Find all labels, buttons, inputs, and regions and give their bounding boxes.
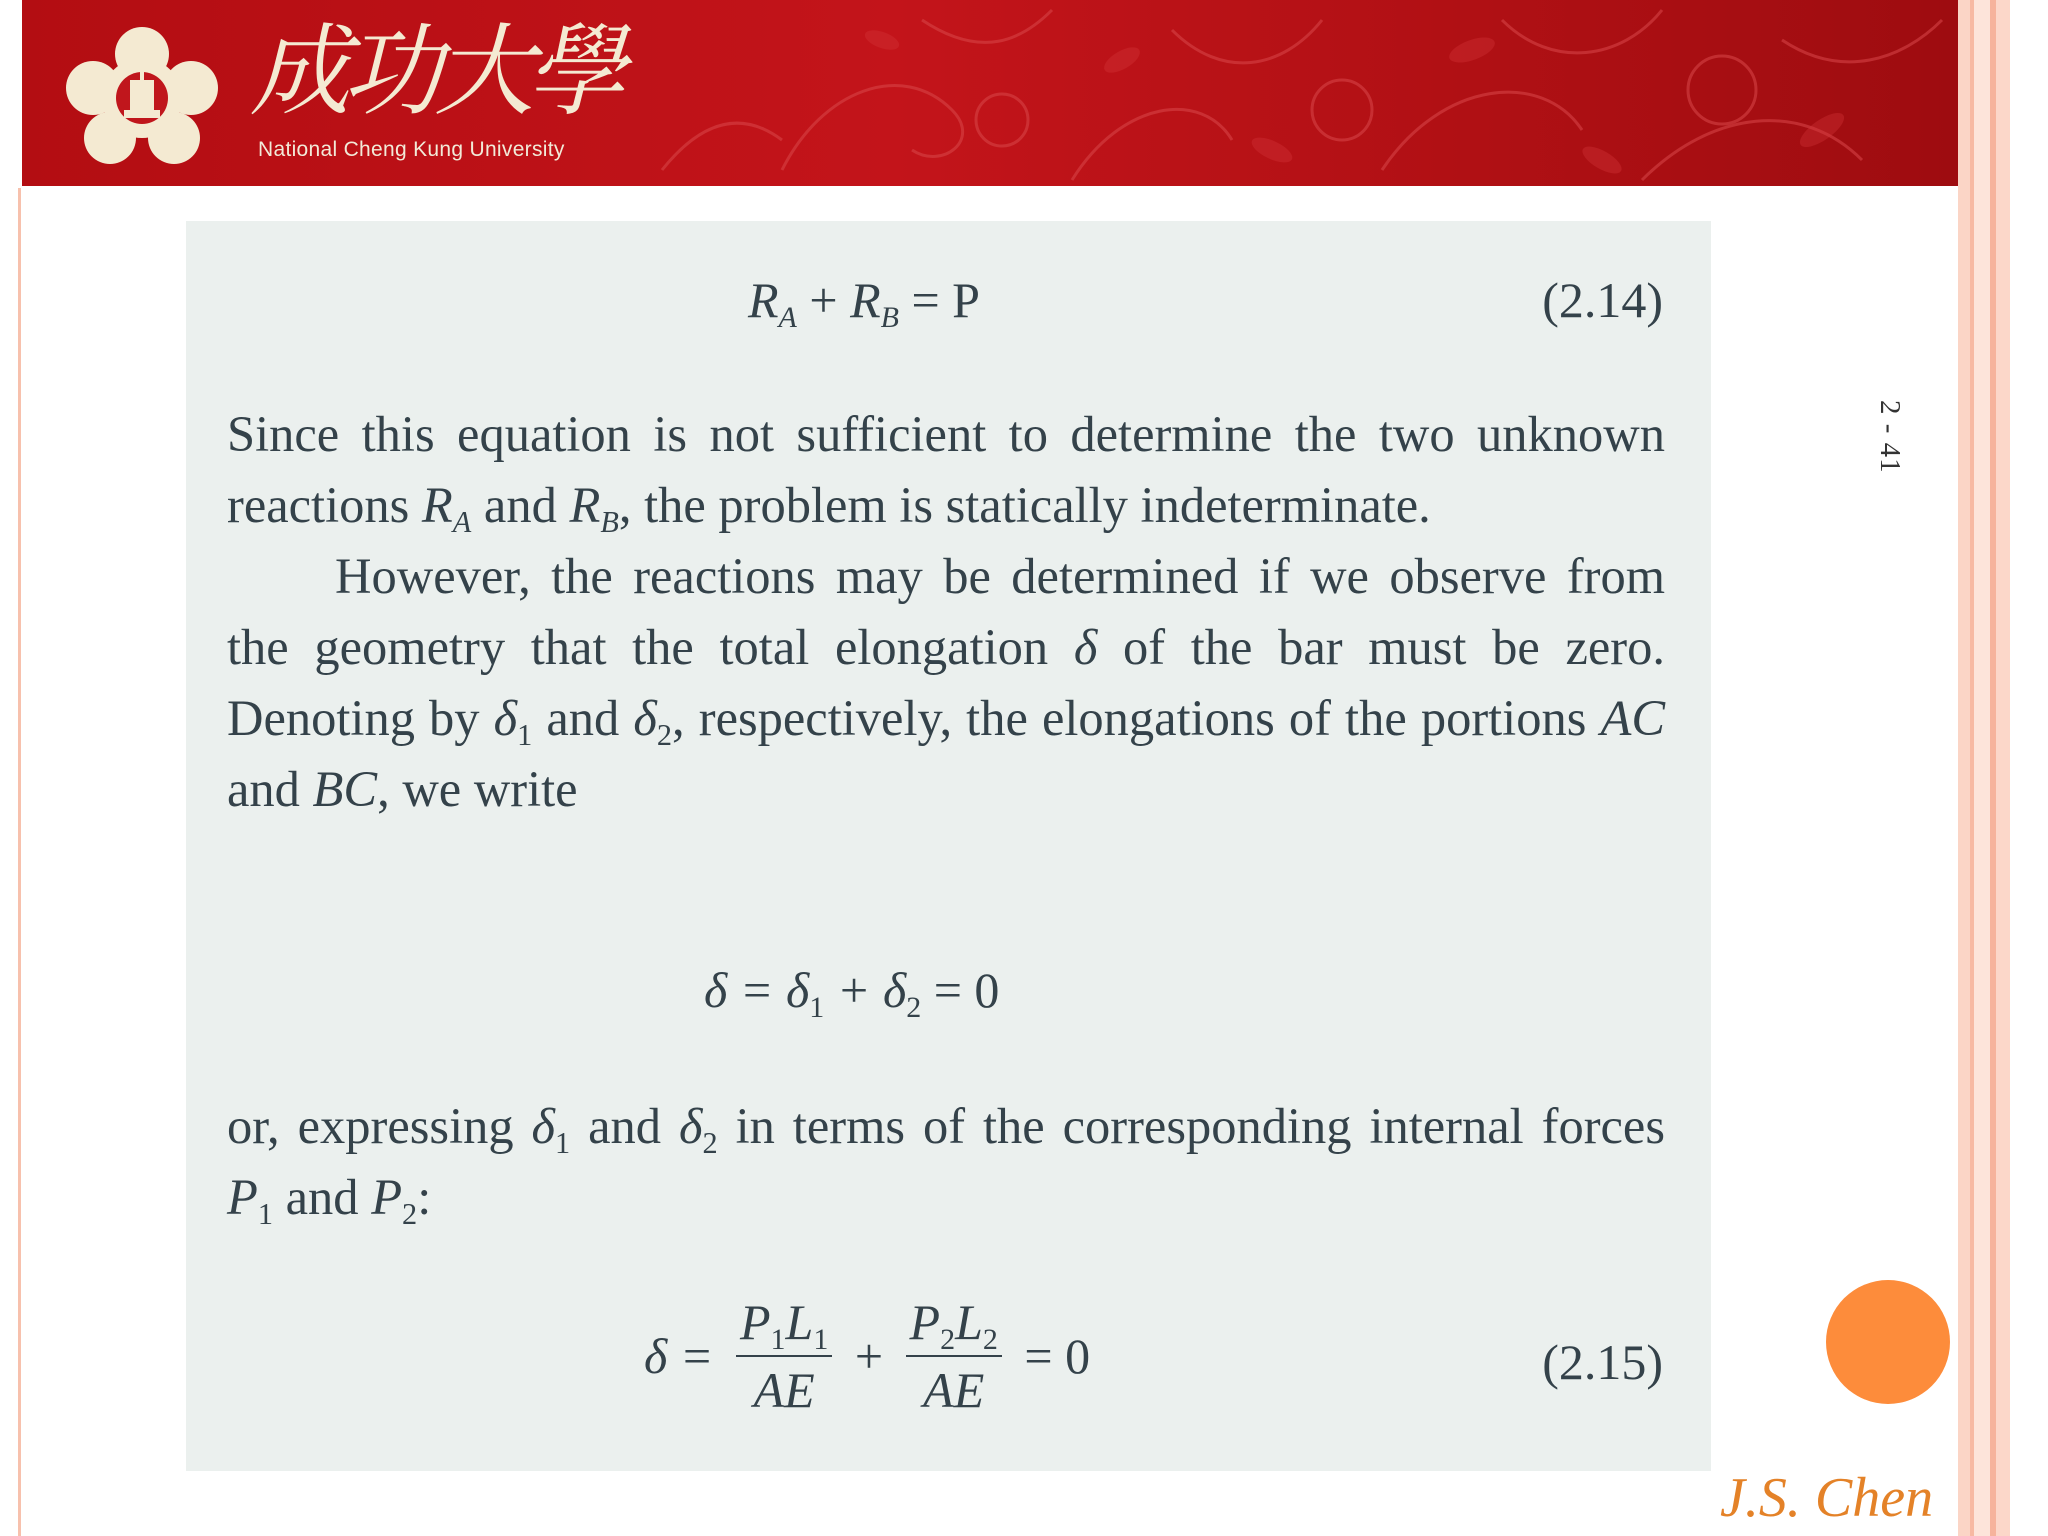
brand-english-name: National Cheng Kung University (258, 138, 565, 161)
right-stripe (1958, 0, 1970, 1536)
paragraph-internal-forces: or, expressing $\delta_1$ and $\delta_2$ in terms of the corresponding internal forces $P_1$ and $P_2$: (227, 1098, 1665, 1231)
equation-number: (2.15) (1542, 1334, 1663, 1390)
equation-2-15: δ = $\frac{P_1L_1}{AE}$ + $\frac{P_2L_2}{AE}$ = 0 (644, 1289, 1090, 1423)
right-stripe (1996, 0, 2010, 1536)
textbook-excerpt (186, 221, 1711, 1471)
brand-chinese-name: 成功大學 (250, 13, 618, 130)
equation-number: (2.14) (1542, 272, 1663, 328)
slide-number: 2 - 41 (1874, 400, 1906, 474)
decorative-circle (1826, 1280, 1950, 1404)
right-margin (2010, 0, 2048, 1536)
fraction-p2l2-ae: $\frac{P_2L_2}{AE}$ (906, 1289, 1002, 1423)
equation-2-14: $R_A + R_B = P$ (748, 272, 980, 334)
right-stripe (1974, 0, 1990, 1536)
university-logo-icon (58, 26, 226, 166)
equation-total-elongation: $\delta = \delta_1 + \delta_2 = 0$ (704, 962, 1000, 1024)
left-border-line (18, 188, 21, 1536)
header-banner (22, 0, 1958, 186)
fraction-p1l1-ae: $\frac{P_1L_1}{AE}$ (736, 1289, 832, 1423)
author-name: J.S. Chen (1720, 1467, 1934, 1529)
paragraph-statically-indeterminate: Since this equation is not sufficient to determine the two unknown reactions $R_A$ and $R_B$, the problem is statically indeterminate. However, the reactions may be determined if we observe from the geometry that the total elongation δ of the bar must be zero. Denoting by $\delta_1$ and $\delta_2$, respectively, the elongations of the portions AC and BC, we write (227, 406, 1665, 817)
